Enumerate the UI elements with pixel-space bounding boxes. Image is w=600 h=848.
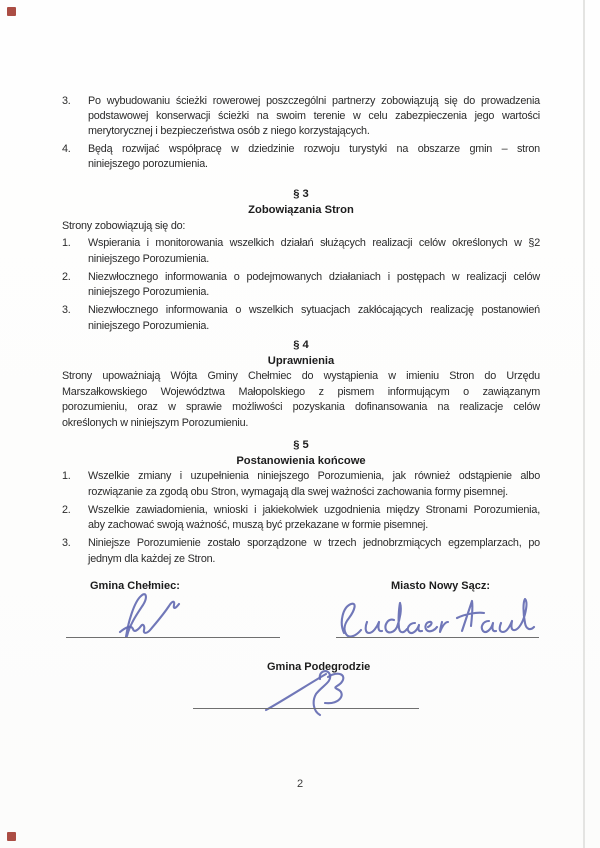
red-scan-mark-bottom-left: [7, 832, 16, 841]
text-line: jednym dla każdej ze Stron.: [88, 552, 216, 565]
signature-ink-gmina-chelmiec: [110, 592, 190, 642]
signature-label-gmina-podegrodzie: Gmina Podegrodzie: [267, 661, 371, 673]
text-line: Będą rozwijać współpracę w dziedzinie rozwoju turystyki na obszarze gmin – stron: [88, 142, 540, 155]
document-body: [62, 94, 540, 570]
list-number: 1.: [62, 469, 71, 482]
text-line: Strony upoważniają Wójta Gminy Chełmiec do wystąpienia w imieniu Stron do Urzędu: [62, 369, 540, 382]
text-line: aby zachować swoją ważność, muszą być przekazane w formie pisemnej.: [88, 519, 429, 532]
list-number: 3.: [62, 95, 71, 107]
text-line: Po wybudowaniu ścieżki rowerowej poszczególni partnerzy zobowiązują się do prowadzenia: [88, 95, 540, 107]
list-number: 2.: [62, 270, 71, 283]
section-title: Zobowiązania Stron: [248, 204, 354, 217]
list-number: 2.: [62, 503, 71, 516]
section-title: Postanowienia końcowe: [236, 454, 366, 467]
text-line: Marszałkowskiego Województwa Małopolskiego z pismem informującym o zawiązanym: [62, 385, 540, 398]
text-line: niniejszego Porozumienia.: [88, 252, 210, 265]
page-number: 2: [296, 778, 304, 790]
red-scan-mark-top-left: [7, 7, 16, 16]
text-line: niniejszego porozumienia.: [88, 157, 208, 170]
signature-label-miasto-nowy-sacz: Miasto Nowy Sącz:: [391, 580, 491, 592]
signature-label-gmina-chelmiec: Gmina Chełmiec:: [90, 580, 180, 592]
text-line: Wszelkie zawiadomienia, wnioski i jakiekolwiek uzgodnienia między Stronami Porozumienia,: [88, 503, 540, 516]
intro-list: [62, 94, 540, 172]
text-line: niniejszego Porozumienia.: [88, 320, 210, 332]
text-line: Wspierania i monitorowania wszelkich działań służących realizacji celów określonych w §2: [88, 237, 540, 250]
text-line: porozumieniu, oraz w sprawie możliwości pozyskania dofinansowania na realizacje celów: [62, 401, 540, 414]
text-line: niniejszego Porozumienia.: [88, 286, 210, 299]
text-line: określonych w niniejszym Porozumieniu.: [62, 417, 249, 430]
section-lead: Strony zobowiązują się do:: [62, 220, 186, 233]
section-5: [62, 437, 540, 568]
list-item: [62, 503, 540, 535]
list-item: [62, 536, 540, 568]
scanner-edge-line: [583, 0, 585, 848]
section-paragraph: [62, 369, 540, 432]
section-mark: § 5: [293, 438, 309, 451]
list-number: 1.: [62, 237, 71, 250]
list-item: [62, 236, 540, 268]
signature-line-gmina-podegrodzie: [193, 708, 419, 709]
list-item: [62, 303, 540, 335]
section-mark: § 4: [293, 338, 309, 351]
section-title: Uprawnienia: [267, 354, 335, 367]
text-line: Niezwłocznego informowania o wszelkich sytuacjach zakłócających realizację postanowień: [88, 304, 540, 317]
text-line: Niniejsze Porozumienie zostało sporządzone w trzech jednobrzmiących egzemplarzach, po: [88, 537, 540, 550]
signature-line-gmina-chelmiec: [66, 637, 280, 638]
list-number: 3.: [62, 537, 71, 550]
list-item: [62, 94, 540, 140]
list-item: [62, 469, 540, 501]
section-3: [62, 186, 540, 335]
list-number: 3.: [62, 304, 71, 317]
text-line: merytorycznej i bezpieczeństwa osób z niego korzystających.: [88, 125, 370, 138]
text-line: rozwiązanie za zgodą obu Stron, wymagają dla swej ważności zachowania formy pisemnej.: [88, 485, 508, 498]
list-number: 4.: [62, 142, 71, 155]
text-line: podstawowej konserwacji ścieżki na swoim terenie w celu zabezpieczenia jego wartości: [88, 110, 540, 123]
list-item: [62, 142, 540, 172]
signature-line-miasto-nowy-sacz: [336, 637, 539, 638]
section-mark: § 3: [293, 188, 309, 201]
signature-ink-gmina-podegrodzie: [262, 670, 362, 718]
section-4: [62, 337, 540, 432]
text-line: Wszelkie zmiany i uzupełnienia niniejszego Porozumienia, jak również odstąpienie albo: [88, 469, 540, 482]
list-item: [62, 270, 540, 302]
text-line: Niezwłocznego informowania o podejmowanych działaniach i postępach w realizacji celów: [88, 270, 540, 283]
